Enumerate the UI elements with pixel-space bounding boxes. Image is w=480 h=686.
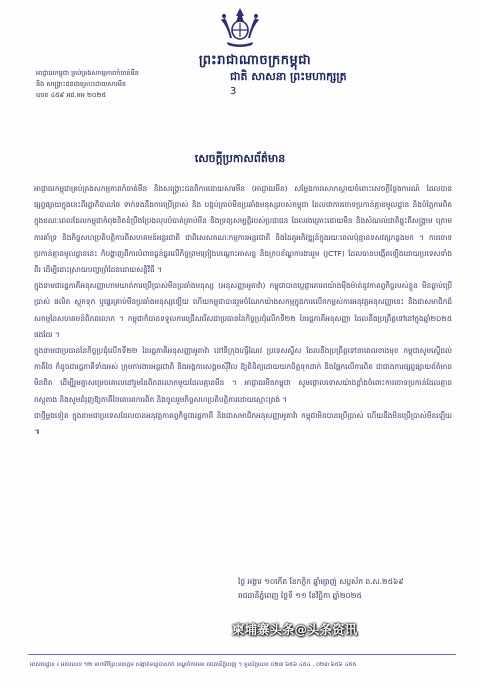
footer-divider xyxy=(28,654,456,655)
document-body xyxy=(34,181,452,440)
date-block xyxy=(238,575,458,603)
footer-address: អាសយដ្ឋាន ៖ អគារលេខ ១២ មហាវិថីព្រះនរោត្តម សង្កាត់ទន្លេបាសាក់ ខណ្ឌចំការមន រាជធានីភ្នំពេញ ។ ទូរស័ព្ទលេខ ០២៣ ៦៥៦ ៤៥៤ , ០២៣ ៦៥៦ ៤៥៥ xyxy=(30,662,357,668)
paragraph-4: ជាថ្មីម្ដងទៀត ក្នុងនាមជាប្រទេសដែលបានអនុវត្តកាតព្វកិច្ចជារដ្ឋភាគី និងជាសមាជិកអនុសញ្ញាអូតាវ៉ា កម្ពុជាមិនបានប្រើប្រាស់ ហើយនឹងមិនប្រើប្រាស់មីនឡើយ ៕ xyxy=(34,410,452,437)
national-motto: ជាតិ សាសនា ព្រះមហាក្សត្រ xyxy=(230,70,347,83)
kingdom-title: ព្រះរាជាណាចក្រកម្ពុជា xyxy=(198,53,312,68)
paragraph-3: ក្នុងនាមជាប្រធាននៃកិច្ចប្រជុំលើកទី២២ នៃរដ្ឋភាគីអនុសញ្ញាអូតាវ៉ា នៅទីក្រុងហ្សឺណែវ ប្រទេសស្វីស ដែលនឹងប្រព្រឹត្តទៅនាពេលខាងមុខ កម្ពុជាសូមស្នើដល់ភាគីថៃ ក៏ដូចជារដ្ឋភាគីទាំងអស់ ក្រុមការងារអន្តរជាតិ និងអង្គការសង្គមស៊ីវិល ឱ្យពិនិត្យដោយយកចិត្តទុកដាក់ និងផ្អែកលើការពិត ជាជាងការផ្សព្វផ្សាយព័ត៌មានមិនពិត ដើម្បីរួមគ្នាសម្រេចគោលដៅរួមនៃពិភពលោកមួយដែលគ្មានមីន ។ អាជ្ញាធរមីនកម្ពុជា សូមថ្កោលទោសយ៉ាងខ្លាំងចំពោះការចោទប្រកាន់ដែលគ្មានភស្តុតាង និងសូមជំរុញឱ្យភាគីថៃគោរពការពិត និងចូលរួមកិច្ចសហប្រតិបត្តិការដោយស្មោះត្រង់ ។ xyxy=(34,346,452,404)
royal-emblem-icon xyxy=(217,6,263,48)
authority-name-line1: អាជ្ញាធរកម្ពុជា គ្រប់គ្រងសកម្មភាពកំចាត់មីន xyxy=(36,69,139,77)
watermark-text: 柬埔寨头条@头条资讯 xyxy=(232,622,358,637)
motto-ornament: 3 xyxy=(230,86,237,97)
reference-number: លេខ ៤៥៩ អជ.មអ ២០២៥ xyxy=(36,91,106,99)
paragraph-2: ក្នុងនាមជារដ្ឋភាគីអនុសញ្ញាហាមឃាត់ការប្រើប្រាស់មីនប្រឆាំងមនុស្ស (អនុសញ្ញាអូតាវ៉ា) កម្ពុជាបានប្ដេជ្ញាគោរពយ៉ាងម៉ឺងម៉ាត់នូវកាតព្វកិច្ចរបស់ខ្លួន មិនធ្លាប់ប្រើប្រាស់ ផលិត ស្ដុកទុក ឬផ្ទេរគ្រាប់មីនប្រឆាំងមនុស្សឡើយ ហើយកម្ពុជាបានរួមចំណែកយ៉ាងសកម្មក្នុងការលើកកម្ពស់ការអនុវត្តអនុសញ្ញានេះ និងជាសមាជិកដ៏សកម្មនៃសហគមន៍ពិភពលោក ។ កម្ពុជាក៏បានទទួលការជ្រើសរើសជាប្រធាននៃកិច្ចប្រជុំលើកទី២២ នៃរដ្ឋភាគីអនុសញ្ញា ដែលនឹងប្រព្រឹត្តទៅនៅក្នុងឆ្នាំ២០២៥ ផងដែរ ។ xyxy=(34,281,452,339)
lunar-date: ថ្ងៃ អង្គារ ១០កើត ខែកក្ដិក ឆ្នាំម្សាញ់ សប្ដស័ក ព.ស.២៥៦៩ xyxy=(238,577,404,586)
solar-date: រាជធានីភ្នំពេញ ថ្ងៃទី ១១ ខែវិច្ឆិកា ឆ្នាំ២០២៥ xyxy=(238,591,362,600)
authority-name-line2: និង សង្គ្រោះជនរងគ្រោះដោយសារមីន xyxy=(36,80,127,88)
paragraph-1: អាជ្ញាធរកម្ពុជាគ្រប់គ្រងសកម្មភាពកំចាត់មីន និងសង្គ្រោះជនពិការដោយសារមីន (អាជ្ញាធរមីន) សម្ដែងការសោកស្ដាយចំពោះសេចក្ដីថ្លែងការណ៍ ដែលបានផ្សព្វផ្សាយក្នុងនេះពីរដ្ឋាភិបាលថៃ ទាក់ទងនឹងការប្រើប្រាស់ និង បង្កប់គ្រាប់មីនប្រឆាំងមនុស្សរបស់កម្ពុជា ដែលជាការចោទប្រកាន់គ្មានមូលដ្ឋាន និងបំភ្លៃការពិត ក្នុងខណៈពេលដែលកម្ពុជាកំពុងខិតខំប្រឹងប្រែងលុបបំបាត់គ្រាប់មីន និងទ្រព្យសម្បត្តិរបស់ប្រជាជន ដែលរងគ្រោះដោយមីន និងសំណល់ជាតិផ្ទុះពីសង្គ្រាម ក្រោមការគាំទ្រ និងកិច្ចសហប្រតិបត្តិការពីសហគមន៍អន្តរជាតិ ជាពិសេសគណៈកម្មការអន្តរជាតិ និងដៃគូអភិវឌ្ឍន៍ក្នុងរយៈពេលប៉ុន្មានទសវត្សកន្លងមក ។ ការចោទប្រកាន់គ្មានមូលដ្ឋាននេះ ក៏បង្ហាញពីការបំពានធ្ងន់ធ្ងរលើកិច្ចព្រមព្រៀងបណ្ដោះអាសន្ន និងក្របខ័ណ្ឌការងាររួម (JCTF) ដែលបានបង្កើតឡើងដោយប្រទេសទាំងពីរ ដើម្បីដោះស្រាយបញ្ហាព្រំដែនដោយសន្តិវិធី ។ xyxy=(34,184,452,275)
document-title: សេចក្ដីប្រកាសព័ត៌មាន xyxy=(194,152,286,165)
issuing-authority-block xyxy=(36,68,206,101)
